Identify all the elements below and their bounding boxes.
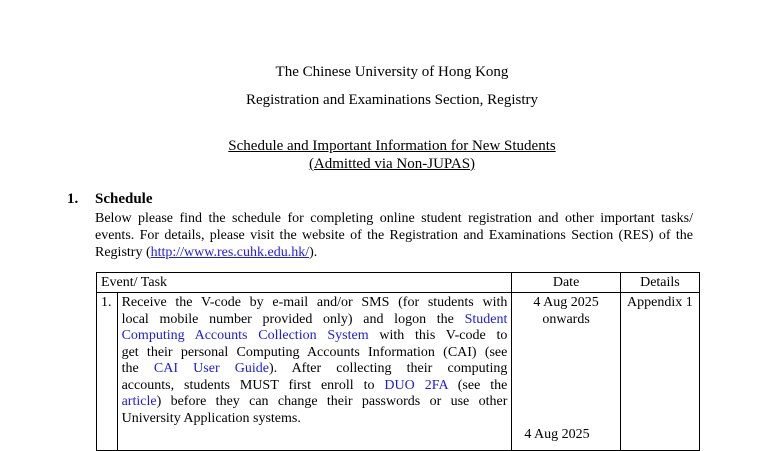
task-text: the [121, 361, 139, 376]
row-details: Appendix 1 [620, 293, 699, 451]
duo-2fa-link[interactable]: DUO 2FA [384, 377, 448, 393]
intro-line: Below please find the schedule for completing online student registration and other important tasks/ [95, 211, 693, 226]
res-website-link[interactable]: http://www.res.cuhk.edu.hk/ [150, 245, 310, 260]
next-row-date: 4 Aug 2025 [524, 427, 590, 442]
computing-accounts-system-link[interactable]: Computing Accounts Collection System [121, 328, 369, 343]
student-link[interactable]: Student [464, 311, 508, 327]
task-line: Receive the V-code by e-mail and/or SMS (for students with [121, 295, 508, 310]
task-text: (see the [457, 377, 508, 393]
intro-text: Registry ( [95, 245, 151, 260]
table-header-row [97, 273, 700, 293]
schedule-table [96, 272, 700, 451]
task-line [122, 378, 508, 395]
intro-line: events. For details, please visit the website of the Registration and Examinations Section (RES) of the [95, 228, 693, 243]
task-line [122, 394, 508, 411]
section-number: 1. [67, 191, 79, 207]
task-line: get their personal Computing Accounts Information (CAI) (see [121, 344, 508, 360]
date-text: 4 Aug 2025 [533, 295, 599, 310]
row-number: 1. [97, 293, 118, 451]
header-task: Event/ Task [97, 273, 512, 293]
header-details: Details [620, 273, 699, 293]
row-task [117, 293, 512, 451]
task-text: with this V-code to [379, 328, 508, 343]
task-line [122, 328, 508, 345]
university-name: The Chinese University of Hong Kong [275, 64, 509, 80]
intro-line [95, 244, 693, 261]
task-line: University Application systems. [121, 410, 301, 426]
task-line [122, 361, 508, 378]
task-text: local mobile number provided only) and logon the [121, 311, 454, 327]
doc-title-line2: (Admitted via Non-JUPAS) [308, 156, 476, 172]
section-name: Registration and Examinations Section, Registry [245, 92, 539, 108]
intro-paragraph [95, 210, 693, 261]
task-text: ) before they can change their passwords or use other [156, 394, 508, 409]
cai-user-guide-link[interactable]: CAI User Guide [153, 361, 269, 376]
date-text: onwards [542, 311, 590, 327]
header-date: Date [512, 273, 620, 293]
doc-title-line1: Schedule and Important Information for New Students [228, 138, 556, 154]
intro-text: ). [309, 245, 318, 260]
section-title: Schedule [95, 191, 153, 207]
task-text: accounts, students MUST first enroll to [121, 377, 375, 393]
task-text: ). After collecting their computing [269, 361, 508, 376]
article-link[interactable]: article [121, 394, 157, 409]
task-line [122, 312, 508, 329]
